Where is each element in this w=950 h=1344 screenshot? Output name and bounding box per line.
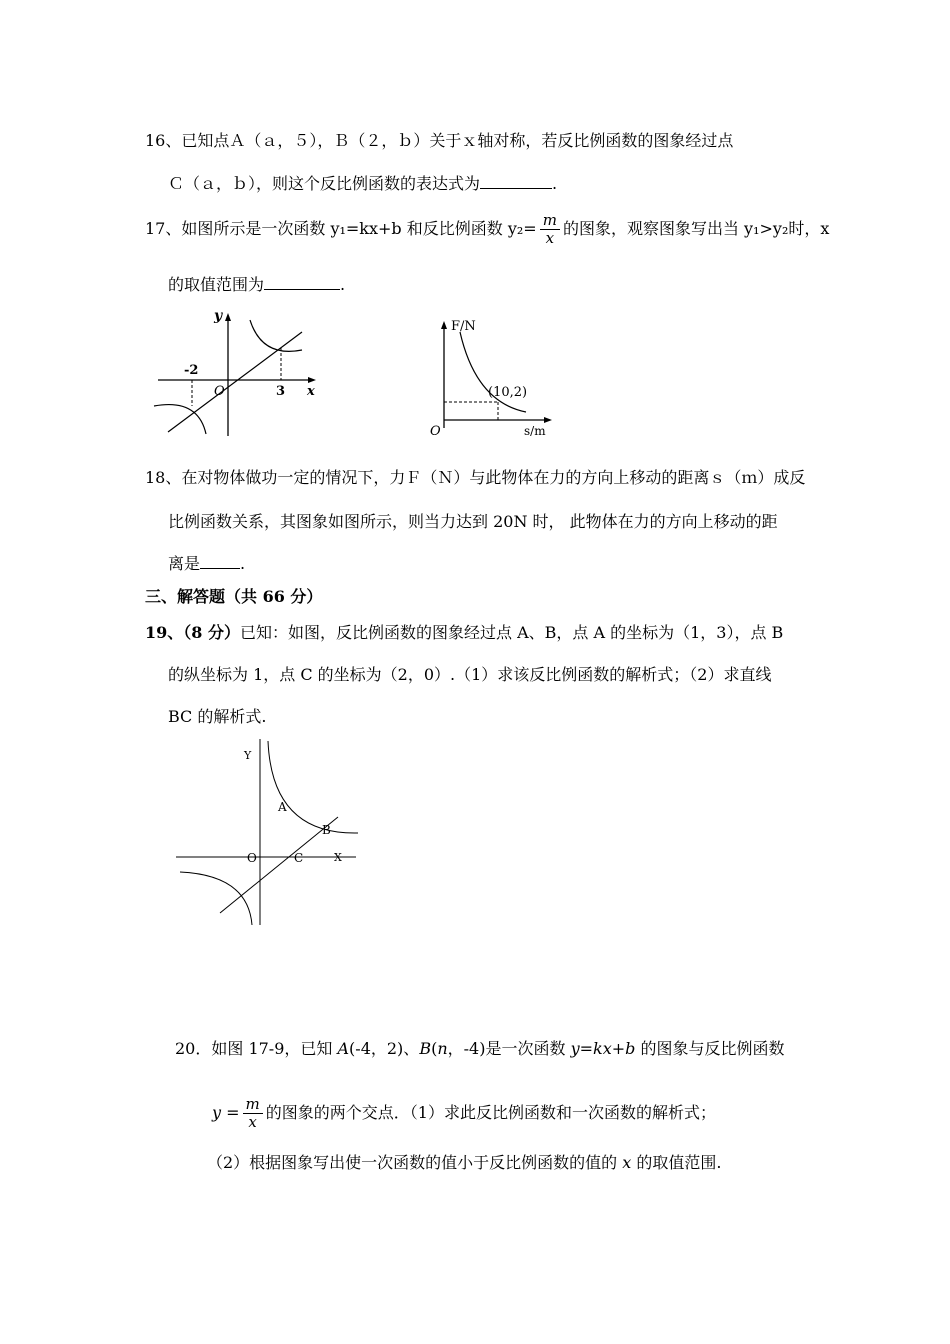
q20-text-e: 的图象与反比例函数 — [635, 1039, 785, 1058]
q20-fraction — [243, 1096, 263, 1131]
q18-x-arrow-icon — [544, 417, 552, 423]
q18-line1: 18、在对物体做功一定的情况下，力Ｆ（Ｎ）与此物体在力的方向上移动的距离ｓ（ｍ）成反 — [145, 468, 806, 487]
q18-origin: O — [430, 424, 441, 439]
q17-origin: O — [214, 384, 225, 399]
q18-text3: 离是 — [168, 554, 201, 573]
q17-answer-blank — [264, 275, 340, 290]
q19-origin: O — [247, 851, 257, 865]
q18-line2: 比例函数关系，其图象如图所示，则当力达到 20N 时， 此物体在力的方向上移动的距 — [168, 512, 778, 531]
q20-text2: 的图象的两个交点．（1）求此反比例函数和一次函数的解析式； — [265, 1103, 716, 1122]
q18-hyperbola — [460, 332, 526, 412]
q19-point-a: A — [278, 800, 287, 814]
q20-text3-pre: （2）根据图象写出使一次函数的值小于反比例函数的值的 — [207, 1153, 623, 1172]
q19-hyperbola-branch-1 — [268, 741, 358, 833]
q19-point-b: B — [322, 823, 331, 837]
q17-line1 — [145, 212, 829, 247]
q19-figure — [172, 735, 364, 930]
q20-line2 — [212, 1096, 716, 1131]
q19-line-bc — [220, 817, 338, 913]
q17-period: . — [340, 275, 346, 294]
q17-tick-pos: 3 — [276, 384, 286, 399]
q17-x-label: x — [307, 384, 315, 399]
q20-line3 — [207, 1150, 722, 1173]
q17-text2: 的取值范围为 — [168, 275, 265, 294]
q16-period: . — [552, 174, 558, 193]
q20-text-d: ，-4)是一次函数 — [447, 1039, 571, 1058]
q17-y-arrow-icon — [225, 313, 231, 321]
q20-equation: y=kx+b — [570, 1039, 636, 1058]
q17-line2 — [168, 272, 345, 295]
q20-var-b: B — [419, 1039, 432, 1058]
q18-answer-blank — [200, 554, 240, 569]
q20-var-n: n — [437, 1039, 448, 1058]
q20-text3-post: 的取值范围. — [631, 1153, 722, 1172]
q18-y-arrow-icon — [441, 321, 447, 329]
q17-frac-num: m — [540, 212, 560, 230]
q19-x-label: X — [334, 851, 342, 864]
q18-period: . — [240, 554, 246, 573]
q16-text: Ｃ（ａ，ｂ），则这个反比例函数的表达式为 — [168, 174, 481, 193]
q18-point-label: (10,2) — [488, 385, 528, 400]
q17-fraction — [540, 212, 560, 247]
q17-x-arrow-icon — [308, 377, 316, 383]
q20-text-b: (-4，2)、 — [349, 1039, 420, 1058]
q17-frac-den: x — [545, 229, 555, 247]
q17-text-pre: 17、如图所示是一次函数 y₁=kx+b 和反比例函数 y₂= — [145, 219, 537, 238]
q16-line2 — [168, 171, 557, 194]
q19-line1 — [145, 620, 783, 643]
q20-var-a: A — [337, 1039, 350, 1058]
q20-y-eq: y = — [212, 1103, 240, 1122]
q19-line2: 的纵坐标为 1，点 C 的坐标为（2，0）.（1）求该反比例函数的解析式；（2）求直线 — [168, 665, 772, 684]
section-title: 三、解答题（共 66 分） — [145, 587, 323, 606]
q17-y-label: y — [214, 308, 223, 324]
q19-number: 19、（8 分） — [145, 623, 240, 642]
q16-answer-blank — [480, 174, 552, 189]
q20-text-a: 20．如图 17-9，已知 — [175, 1039, 338, 1058]
q18-x-label: s/m — [524, 424, 546, 438]
q17-text-post: 的图象，观察图象写出当 y₁>y₂时，x — [562, 219, 830, 238]
q19-point-c: C — [294, 851, 304, 865]
q18-figure — [420, 312, 560, 440]
q19-text1: 已知：如图，反比例函数的图象经过点 A、B，点 A 的坐标为（1，3），点 B — [239, 623, 784, 642]
q20-line1 — [175, 1036, 784, 1059]
q17-tick-neg: -2 — [184, 363, 199, 378]
q19-hyperbola-branch-2 — [180, 872, 252, 925]
q20-frac-num: m — [243, 1096, 263, 1114]
q16-line1: 16、已知点Ａ（ａ，５），Ｂ（２，ｂ）关于ｘ轴对称，若反比例函数的图象经过点 — [145, 131, 734, 150]
q17-figure — [150, 308, 322, 440]
q18-line3 — [168, 551, 245, 574]
q19-y-label: Y — [244, 749, 252, 762]
q20-frac-den: x — [248, 1113, 257, 1131]
q19-line3: BC 的解析式. — [168, 707, 267, 726]
q20-var-x: x — [622, 1153, 632, 1172]
q17-line — [168, 332, 302, 432]
q18-y-label: F/N — [451, 319, 476, 334]
q17-hyperbola-branch-1 — [250, 320, 302, 351]
q20-text-c: ( — [431, 1039, 438, 1058]
